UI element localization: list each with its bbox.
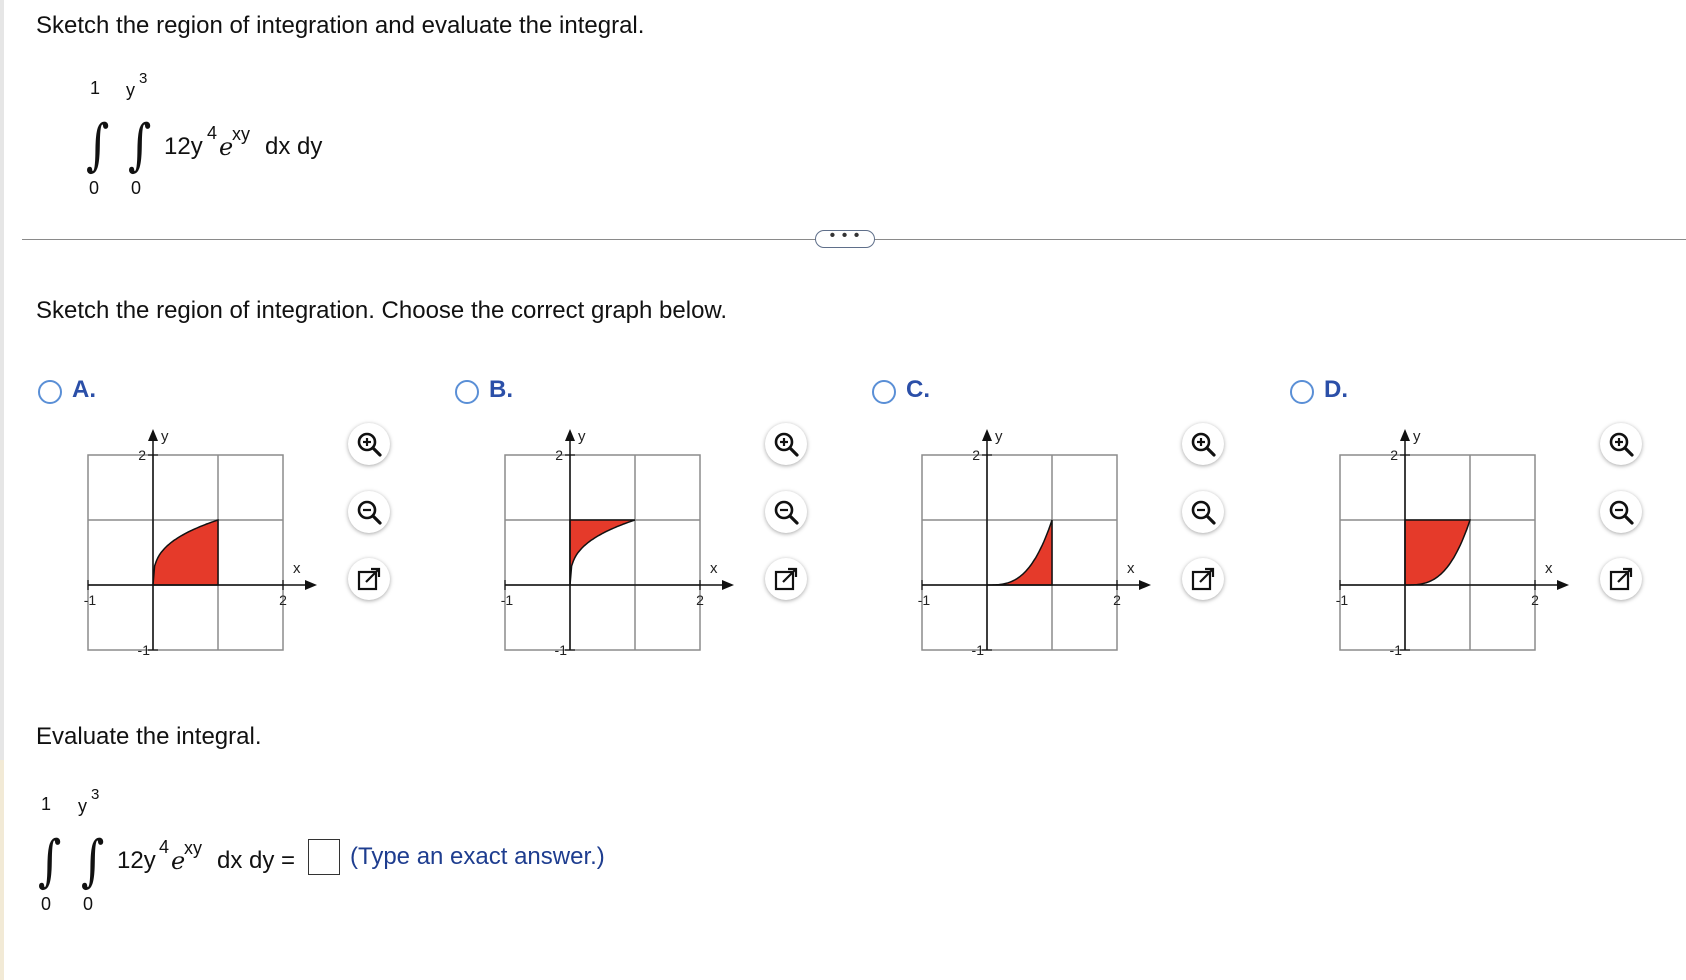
tick-label-y-neg: -1 [554, 642, 567, 658]
popout-button[interactable] [1600, 558, 1642, 600]
inner-lower-limit: 0 [131, 178, 142, 198]
zoom-out-button[interactable] [1182, 491, 1224, 533]
axis-label-y: y [995, 428, 1003, 445]
x-axis-arrow [305, 580, 317, 590]
outer-integral-sign: ∫ [37, 829, 62, 894]
tick-label-y-neg: -1 [1389, 642, 1402, 658]
zoom-out-button[interactable] [348, 491, 390, 533]
option-label[interactable]: A. [72, 376, 96, 403]
x-axis-arrow [722, 580, 734, 590]
integrand-coef: 12y [164, 133, 203, 160]
region-graph-c [902, 428, 1142, 675]
tick-label-x-neg: -1 [917, 592, 931, 608]
outer-upper-limit: 1 [90, 78, 101, 98]
grid-frame [922, 455, 1117, 650]
inner-integral-sign: ∫ [80, 829, 105, 894]
tick-label-y-pos: 2 [972, 447, 980, 463]
zoom-in-icon [772, 430, 800, 458]
popout-icon [355, 565, 383, 593]
y-axis-arrow [148, 429, 158, 441]
shaded-region [153, 520, 218, 585]
zoom-in-icon [355, 430, 383, 458]
more-button[interactable]: • • • [815, 230, 875, 248]
shaded-region [570, 520, 635, 585]
integrand-equals: dx dy = [217, 847, 296, 874]
shaded-region [987, 520, 1052, 585]
axis-label-x: x [1127, 560, 1135, 577]
inner-integral-sign: ∫ [127, 113, 152, 178]
tick-label-y-neg: -1 [971, 642, 984, 658]
integrand-e: e [171, 847, 186, 875]
integrand-exp: xy [184, 838, 202, 858]
zoom-out-icon [772, 498, 800, 526]
tick-label-y-pos: 2 [555, 447, 563, 463]
tick-label-y-pos: 2 [138, 447, 146, 463]
radio-option-d[interactable] [1290, 380, 1314, 404]
axis-label-x: x [1545, 560, 1553, 577]
left-edge [0, 0, 4, 978]
tick-label-x-pos: 2 [1531, 592, 1539, 608]
x-axis-arrow [1557, 580, 1569, 590]
tick-label-y-pos: 2 [1390, 447, 1398, 463]
tick-label-x-pos: 2 [1113, 592, 1121, 608]
axis-label-y: y [578, 428, 586, 445]
grid-frame [505, 455, 700, 650]
popout-icon [1607, 565, 1635, 593]
option-label[interactable]: C. [906, 376, 930, 403]
region-graph-d [1320, 428, 1560, 675]
region-graph-a [68, 428, 308, 675]
zoom-out-icon [1189, 498, 1217, 526]
inner-upper-limit-base: y [126, 80, 135, 100]
option-label[interactable]: B. [489, 376, 513, 403]
tick-label-x-pos: 2 [696, 592, 704, 608]
tick-label-x-pos: 2 [279, 592, 287, 608]
popout-button[interactable] [765, 558, 807, 600]
y-axis-arrow [982, 429, 992, 441]
answer-hint: (Type an exact answer.) [350, 843, 605, 870]
inner-upper-limit-exp: 3 [91, 786, 100, 803]
tick-label-y-neg: -1 [137, 642, 150, 658]
question-prompt: Sketch the region of integration and evaluate the integral. [36, 12, 645, 39]
outer-lower-limit: 0 [89, 178, 100, 198]
x-axis-arrow [1139, 580, 1151, 590]
popout-button[interactable] [348, 558, 390, 600]
zoom-in-icon [1607, 430, 1635, 458]
y-axis-arrow [1400, 429, 1410, 441]
integrand-exp: xy [232, 124, 250, 144]
outer-integral-sign: ∫ [85, 113, 110, 178]
radio-option-c[interactable] [872, 380, 896, 404]
region-graph-b [485, 428, 725, 675]
zoom-out-button[interactable] [765, 491, 807, 533]
tick-label-x-neg: -1 [500, 592, 514, 608]
outer-upper-limit: 1 [41, 794, 52, 814]
left-edge-mark [0, 760, 4, 980]
radio-option-a[interactable] [38, 380, 62, 404]
part1-prompt: Sketch the region of integration. Choose the correct graph below. [36, 297, 728, 324]
zoom-in-button[interactable] [765, 423, 807, 465]
axis-label-x: x [710, 560, 718, 577]
radio-option-b[interactable] [455, 380, 479, 404]
zoom-out-button[interactable] [1600, 491, 1642, 533]
popout-button[interactable] [1182, 558, 1224, 600]
tick-label-x-neg: -1 [1335, 592, 1349, 608]
integrand-power: 4 [207, 123, 218, 143]
tick-label-x-neg: -1 [83, 592, 97, 608]
inner-lower-limit: 0 [83, 894, 94, 914]
integrand-differentials: dx dy [265, 133, 323, 160]
zoom-out-icon [1607, 498, 1635, 526]
axis-label-x: x [293, 560, 301, 577]
zoom-in-button[interactable] [348, 423, 390, 465]
outer-lower-limit: 0 [41, 894, 52, 914]
y-axis-arrow [565, 429, 575, 441]
zoom-out-icon [355, 498, 383, 526]
part2-prompt: Evaluate the integral. [36, 723, 262, 750]
inner-upper-limit-base: y [78, 796, 87, 816]
popout-icon [1189, 565, 1217, 593]
shaded-region [1405, 520, 1470, 585]
integrand-e: e [219, 133, 234, 161]
axis-label-y: y [1413, 428, 1421, 445]
option-label[interactable]: D. [1324, 376, 1348, 403]
zoom-in-icon [1189, 430, 1217, 458]
integrand-power: 4 [159, 837, 170, 857]
answer-input[interactable] [308, 839, 340, 875]
axis-label-y: y [161, 428, 169, 445]
popout-icon [772, 565, 800, 593]
zoom-in-button[interactable] [1182, 423, 1224, 465]
integrand-coef: 12y [117, 847, 156, 874]
inner-upper-limit-exp: 3 [139, 70, 148, 87]
zoom-in-button[interactable] [1600, 423, 1642, 465]
